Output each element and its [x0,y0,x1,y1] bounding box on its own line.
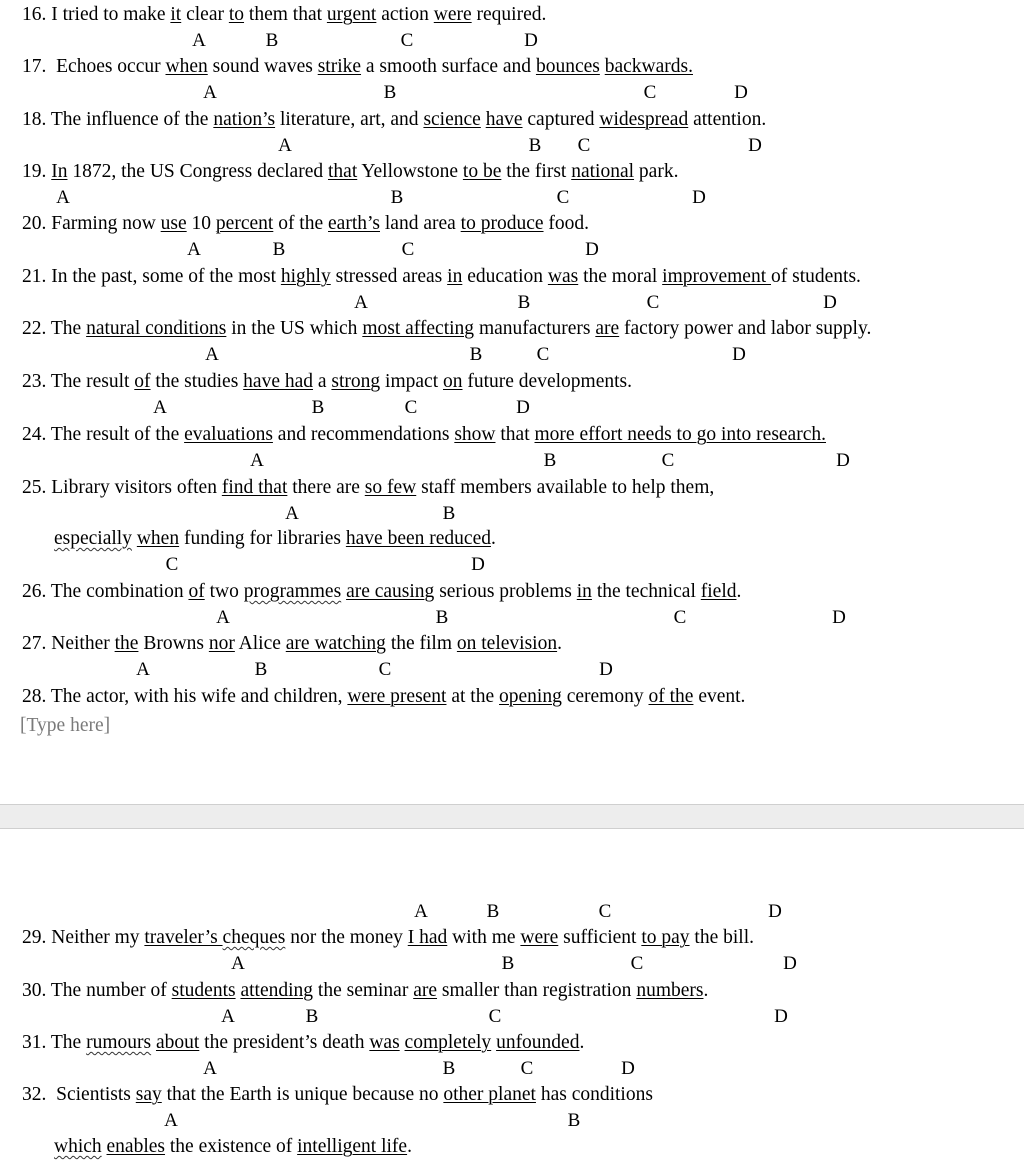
question-28-line [22,685,745,709]
text-segment: the studies [150,371,244,392]
header-option-label-d: D [768,901,782,922]
underlined-option: in [576,581,592,602]
option-label-d: D [774,1006,788,1027]
document-page-2 [0,829,1024,1168]
underlined-option: nation’s [213,109,276,130]
text-segment: education [462,266,548,287]
question-number: 24. [22,424,47,445]
underlined-option: have [485,109,523,130]
underlined-option: of [134,371,151,392]
question-32-line [22,1083,653,1107]
underlined-option: attending [240,980,314,1001]
text-segment: and recommendations [272,424,455,445]
header-option-label-c: C [598,901,612,922]
text-segment: Yellowstone [357,161,463,182]
text-segment: the president’s death [199,1032,370,1053]
option-label-d: D [832,607,846,628]
underlined-option: intelligent life [297,1136,408,1157]
text-segment: there are [287,477,365,498]
option-label-b: B [517,292,531,313]
option-label-d: D [524,30,538,51]
option-label-d: D [748,135,762,156]
text-segment: The actor, with his wife and children, [46,686,348,707]
spellcheck-word: programmes [243,581,342,602]
question-text [46,266,861,287]
underlined-option: earth’s [328,213,380,234]
text-segment: sound waves [207,56,318,77]
text-segment: attention. [688,109,767,130]
underlined-option: evaluations [184,424,273,445]
text-segment: future developments. [462,371,632,392]
text-segment: of students. [771,266,861,287]
underlined-option: of the [648,686,694,707]
question-26-line [22,580,741,604]
question-number: 32. [22,1084,47,1105]
text-segment: . [579,1032,585,1053]
question-text [46,4,546,25]
question-text [46,477,714,498]
question-25-line [22,476,714,500]
text-segment: that the Earth is unique because no [161,1084,444,1105]
underlined-option: have had [243,371,314,392]
underlined-option: of [188,581,205,602]
question-text [46,927,754,948]
option-label-b: B [543,450,557,471]
text-segment: I tried to make [46,4,171,25]
option-label-b: B [442,1058,456,1079]
underlined-option: in [447,266,463,287]
question-text [46,318,871,339]
option-label-c: C [400,30,414,51]
option-label-c: C [401,239,415,260]
underlined-option: were [520,927,559,948]
underlined-option: on [443,371,463,392]
underlined-option: to produce [460,213,544,234]
question-continuation-line [54,1135,412,1159]
text-segment: manufacturers [474,318,596,339]
underlined-option: so few [364,477,417,498]
text-segment: park. [634,161,679,182]
question-30-line [22,979,708,1003]
underlined-option: to pay [641,927,690,948]
text-segment: Alice [234,633,286,654]
underlined-option: natural conditions [86,318,227,339]
underlined-option: urgent [326,4,377,25]
option-label-b: B [528,135,542,156]
question-23-line [22,370,632,394]
underlined-option: percent [215,213,274,234]
text-segment: a [313,371,332,392]
text-segment: the seminar [313,980,414,1001]
option-label-d: D [471,554,485,575]
question-text [46,633,562,654]
text-segment: ceremony [561,686,649,707]
option-label-d: D [732,344,746,365]
option-label-a: A [250,450,264,471]
question-continuation-line [54,527,496,551]
option-label-c: C [488,1006,502,1027]
option-label-c: C [643,82,657,103]
text-segment: 1872, the US Congress declared [67,161,328,182]
option-label-c: C [378,659,392,680]
question-27-line [22,632,562,656]
underlined-option: was [547,266,579,287]
option-label-b: B [390,187,404,208]
question-text [46,1084,653,1105]
option-label-a: A [56,187,70,208]
question-text [46,109,766,130]
text-segment: The [46,1032,87,1053]
option-label-a: A [221,1006,235,1027]
text-segment: event. [693,686,746,707]
underlined-option: unfounded [496,1032,580,1053]
question-number: 27. [22,633,47,654]
text-segment: two [204,581,244,602]
text-segment: captured [522,109,600,130]
option-label-b: B [265,30,279,51]
option-label-c: C [404,397,418,418]
underlined-option: are [595,318,620,339]
underlined-option: the [114,633,139,654]
underlined-option: have been reduced [345,528,491,549]
spellcheck-word: especially [54,528,132,549]
text-segment: staff members available to help them, [416,477,715,498]
question-text [46,424,826,445]
text-segment: of the [273,213,329,234]
text-segment: them that [244,4,327,25]
option-label-b: B [305,1006,319,1027]
option-label-c: C [536,344,550,365]
question-16-line [22,3,546,27]
text-segment: . [490,528,496,549]
text-segment: smaller than registration [437,980,637,1001]
underlined-option: widespread [599,109,689,130]
text-segment: The number of [46,980,172,1001]
text-segment: sufficient [558,927,642,948]
option-label-d: D [783,953,797,974]
question-text [46,980,708,1001]
underlined-option: improvement [662,266,772,287]
option-label-c: C [520,1058,534,1079]
text-segment: in the US which [226,318,363,339]
text-segment: stressed areas [330,266,448,287]
option-label-a: A [164,1110,178,1131]
underlined-option: were present [347,686,447,707]
option-label-b: B [435,607,449,628]
option-label-a: A [285,503,299,524]
underlined-option: In [51,161,68,182]
text-segment: at the [446,686,500,707]
question-number: 23. [22,371,47,392]
question-text [46,213,589,234]
text-segment: the film [385,633,457,654]
text-segment: The result of the [46,424,185,445]
underlined-option: national [571,161,635,182]
text-segment: Echoes occur [46,56,166,77]
option-label-c: C [673,607,687,628]
underlined-option: enables [106,1136,166,1157]
text-segment: required. [471,4,547,25]
option-label-a: A [231,953,245,974]
question-text [46,56,693,77]
option-label-c: C [646,292,660,313]
underlined-option: was [369,1032,400,1053]
option-label-a: A [216,607,230,628]
underlined-option: when [165,56,208,77]
page-separator [0,804,1024,829]
text-segment: . [736,581,742,602]
option-label-d: D [836,450,850,471]
option-label-c: C [165,554,179,575]
question-29-line [22,926,754,950]
text-segment: . [407,1136,412,1157]
spellcheck-word: rumours [86,1032,152,1053]
text-segment: The combination [46,581,189,602]
text-segment: . [703,980,709,1001]
option-label-b: B [567,1110,581,1131]
spellcheck-word: which [54,1136,102,1157]
underlined-option: on television [456,633,558,654]
text-segment: with me [447,927,521,948]
underlined-option: about [155,1032,200,1053]
option-label-a: A [153,397,167,418]
text-segment: The result [46,371,135,392]
option-label-a: A [205,344,219,365]
question-20-line [22,212,589,236]
underlined-option: opening [499,686,562,707]
text-segment: a smooth surface and [361,56,536,77]
text-segment: nor the money [285,927,408,948]
question-text [46,686,745,707]
option-label-d: D [692,187,706,208]
text-segment: The influence of the [46,109,214,130]
underlined-option: nor [208,633,235,654]
text-segment: has conditions [535,1084,653,1105]
question-text [46,161,678,182]
question-number: 22. [22,318,47,339]
option-label-d: D [823,292,837,313]
question-number: 21. [22,266,47,287]
underlined-option: completely [404,1032,492,1053]
text-segment: the technical [591,581,701,602]
option-label-c: C [577,135,591,156]
underlined-option: it [170,4,182,25]
header-option-label-b: B [486,901,500,922]
text-segment: the existence of [165,1136,298,1157]
question-24-line [22,423,826,447]
underlined-option: show [454,424,496,445]
underlined-option: to be [462,161,502,182]
option-label-c: C [556,187,570,208]
underlined-option: bounces [535,56,600,77]
underlined-option: strong [331,371,381,392]
underlined-option: are causing [346,581,435,602]
text-segment: literature, art, and [275,109,424,130]
text-segment: Farming now [46,213,161,234]
option-label-a: A [203,1058,217,1079]
underlined-option: are [413,980,438,1001]
question-number: 19. [22,161,47,182]
text-segment: action [376,4,434,25]
underlined-option: when [136,528,180,549]
text-segment: 10 [186,213,216,234]
spellcheck-word: cheques [222,927,286,948]
question-number: 26. [22,581,47,602]
text-segment: Neither [46,633,115,654]
option-label-b: B [272,239,286,260]
text-segment: the moral [578,266,663,287]
text-segment: The [46,318,87,339]
question-number: 30. [22,980,47,1001]
question-number: 28. [22,686,47,707]
option-label-b: B [383,82,397,103]
text-segment: the bill. [689,927,754,948]
question-number: 16. [22,4,47,25]
option-label-a: A [136,659,150,680]
option-label-c: C [661,450,675,471]
option-label-b: B [254,659,268,680]
text-segment: food. [543,213,590,234]
option-label-a: A [278,135,292,156]
text-segment: impact [380,371,443,392]
text-segment: land area [380,213,461,234]
text-segment: Browns [138,633,209,654]
underlined-option: say [135,1084,162,1105]
underlined-option: more effort needs to go into research. [534,424,826,445]
text-segment: factory power and labor supply. [619,318,872,339]
question-number: 20. [22,213,47,234]
text-segment: the first [501,161,572,182]
question-text [46,1032,584,1053]
text-segment: . [557,633,562,654]
underlined-option: find that [221,477,288,498]
underlined-option: science [423,109,481,130]
question-number: 29. [22,927,47,948]
text-segment: Scientists [46,1084,136,1105]
underlined-option: traveler’s [144,927,223,948]
question-21-line [22,265,861,289]
option-label-d: D [621,1058,635,1079]
text-segment: clear [181,4,229,25]
underlined-option: to [228,4,245,25]
option-label-c: C [630,953,644,974]
question-17-line [22,55,693,79]
underlined-option: highly [280,266,331,287]
text-segment: serious problems [434,581,577,602]
underlined-option: I had [407,927,448,948]
question-text [54,1136,412,1157]
question-31-line [22,1031,584,1055]
option-label-d: D [734,82,748,103]
question-number: 17. [22,56,47,77]
underlined-option: field [700,581,737,602]
text-segment: Library visitors often [46,477,222,498]
underlined-option: most affecting [362,318,475,339]
underlined-option: numbers [636,980,704,1001]
underlined-option: students [171,980,236,1001]
question-22-line [22,317,871,341]
option-label-b: B [501,953,515,974]
question-text [46,371,632,392]
text-segment: In the past, some of the most [46,266,281,287]
text-segment: that [495,424,535,445]
question-number: 18. [22,109,47,130]
question-number: 31. [22,1032,47,1053]
underlined-option: were [433,4,472,25]
header-option-label-a: A [414,901,428,922]
placeholder-text[interactable]: [Type here] [20,715,111,736]
underlined-option: backwards. [604,56,693,77]
underlined-option: use [160,213,187,234]
option-label-b: B [469,344,483,365]
question-18-line [22,108,766,132]
question-19-line [22,160,678,184]
underlined-option: that [328,161,358,182]
text-segment: funding for libraries [179,528,346,549]
option-label-d: D [599,659,613,680]
question-text [46,581,741,602]
option-label-a: A [192,30,206,51]
question-number: 25. [22,477,47,498]
question-text [54,528,496,549]
option-label-b: B [311,397,325,418]
option-label-a: A [354,292,368,313]
option-label-a: A [203,82,217,103]
underlined-option: other planet [443,1084,536,1105]
text-segment: Neither my [46,927,145,948]
option-label-b: B [442,503,456,524]
underlined-option: are watching [285,633,386,654]
option-label-d: D [516,397,530,418]
underlined-option: strike [317,56,362,77]
option-label-d: D [585,239,599,260]
option-label-a: A [187,239,201,260]
